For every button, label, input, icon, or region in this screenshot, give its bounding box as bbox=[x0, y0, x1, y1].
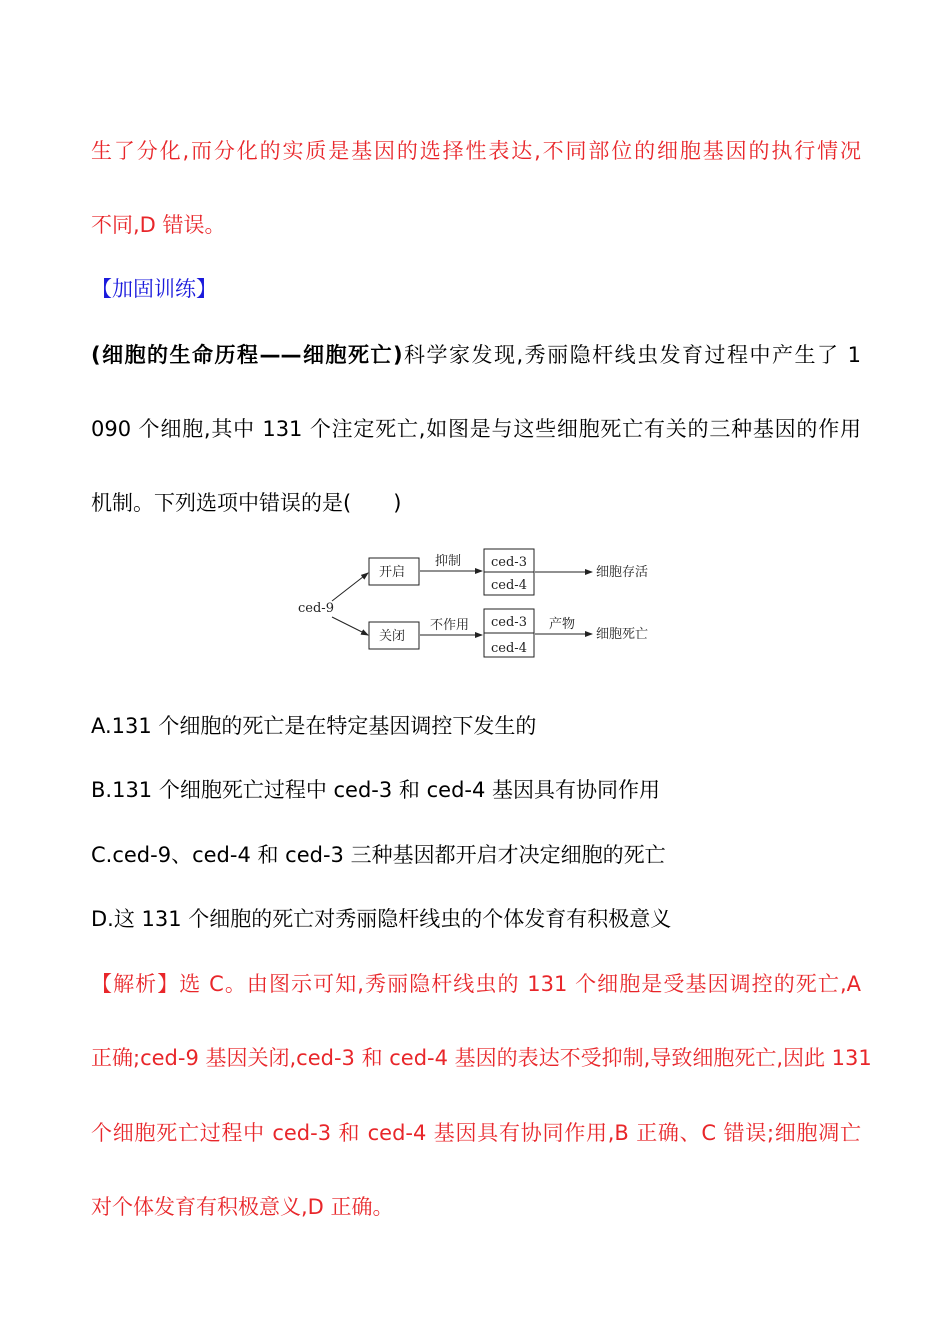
box-on-label: 开启 bbox=[379, 565, 406, 580]
analysis-line-2: 正确;ced-9 基因关闭,ced-3 和 ced-4 基因的表达不受抑制,导致细胞死亡,因此 131 bbox=[91, 1046, 872, 1070]
noeffect-label: 不作用 bbox=[430, 618, 470, 633]
analysis-line-3: 个细胞死亡过程中 ced-3 和 ced-4 基因具有协同作用,B 正确、C 错误;细胞凋亡 bbox=[91, 1121, 861, 1145]
gene-top-1: ced-3 bbox=[491, 555, 527, 570]
question-line-1 bbox=[91, 340, 861, 370]
analysis-line-4: 对个体发育有积极意义,D 正确。 bbox=[91, 1195, 394, 1219]
inhibit-label: 抑制 bbox=[435, 554, 462, 569]
gene-bot-1: ced-3 bbox=[491, 615, 527, 630]
source-gene-label: ced-9 bbox=[298, 601, 334, 616]
gene-top-2: ced-4 bbox=[491, 578, 527, 593]
branch-arrow-down bbox=[332, 617, 368, 635]
result-death: 细胞死亡 bbox=[596, 627, 649, 642]
question-line-2: 090 个细胞,其中 131 个注定死亡,如图是与这些细胞死亡有关的三种基因的作用 bbox=[91, 417, 861, 441]
gene-bot-2: ced-4 bbox=[491, 641, 527, 656]
gene-mechanism-diagram bbox=[290, 545, 670, 665]
question-topic: (细胞的生命历程——细胞死亡) bbox=[91, 343, 403, 367]
branch-arrow-up bbox=[332, 573, 368, 601]
option-c: C.ced-9、ced-4 和 ced-3 三种基因都开启才决定细胞的死亡 bbox=[91, 843, 666, 867]
prev-answer-line-1: 生了分化,而分化的实质是基因的选择性表达,不同部位的细胞基因的执行情况 bbox=[91, 139, 861, 163]
result-survive: 细胞存活 bbox=[596, 565, 649, 580]
analysis-line-1: 【解析】选 C。由图示可知,秀丽隐杆线虫的 131 个细胞是受基因调控的死亡,A bbox=[91, 972, 861, 996]
option-d: D.这 131 个细胞的死亡对秀丽隐杆线虫的个体发育有积极意义 bbox=[91, 907, 672, 931]
section-title: 【加固训练】 bbox=[91, 277, 217, 301]
prev-answer-line-2: 不同,D 错误。 bbox=[91, 213, 226, 237]
product-label: 产物 bbox=[549, 617, 576, 632]
question-line-3: 机制。下列选项中错误的是( ) bbox=[91, 491, 402, 515]
option-a: A.131 个细胞的死亡是在特定基因调控下发生的 bbox=[91, 714, 537, 738]
box-off-label: 关闭 bbox=[379, 629, 406, 644]
question-line-1-text: 科学家发现,秀丽隐杆线虫发育过程中产生了 1 bbox=[402, 343, 861, 367]
option-b: B.131 个细胞死亡过程中 ced-3 和 ced-4 基因具有协同作用 bbox=[91, 778, 661, 802]
